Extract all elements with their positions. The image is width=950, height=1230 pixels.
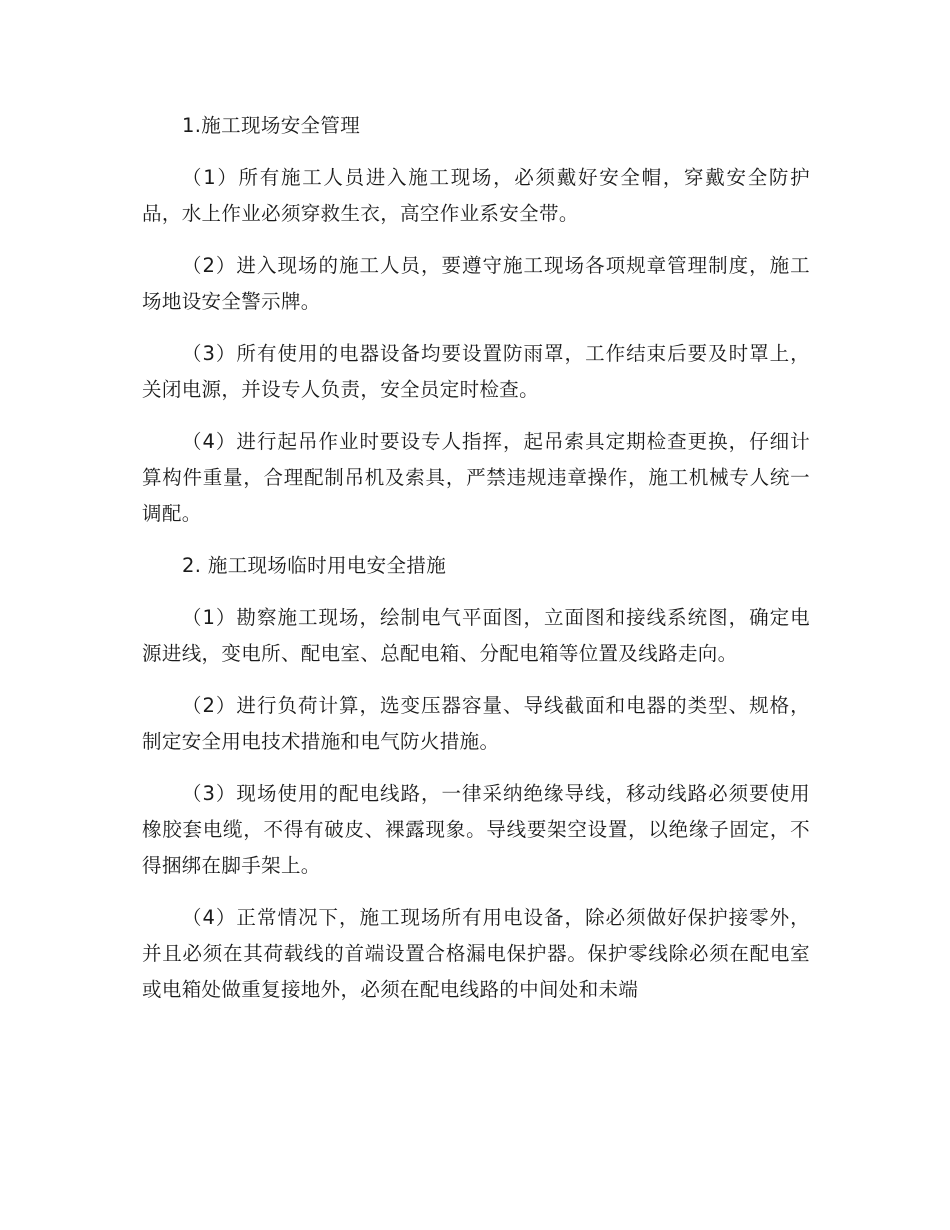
paragraph-1-2: （2）进入现场的施工人员，要遵守施工现场各项规章管理制度，施工场地设安全警示牌。: [142, 254, 810, 313]
paragraph-1-3: （3）所有使用的电器设备均要设置防雨罩，工作结束后要及时罩上，关闭电源，并设专人负责，安全员定时检查。: [142, 342, 810, 401]
section-heading-1: 1.施工现场安全管理: [182, 114, 361, 137]
paragraph-1-4: （4）进行起吊作业时要设专人指挥，起吊索具定期检查更换，仔细计算构件重量，合理配制吊机及索具，严禁违规违章操作，施工机械专人统一调配。: [142, 430, 810, 525]
paragraph-1-1: （1）所有施工人员进入施工现场，必须戴好安全帽，穿戴安全防护品，水上作业必须穿救生衣，高空作业系安全带。: [142, 166, 810, 225]
paragraph-2-3: （3）现场使用的配电线路，一律采纳绝缘导线，移动线路必须要使用橡胶套电缆，不得有破皮、裸露现象。导线要架空设置，以绝缘子固定，不得捆绑在脚手架上。: [142, 782, 810, 877]
section-heading-2: 2. 施工现场临时用电安全措施: [182, 554, 447, 577]
document-body: [142, 108, 810, 1024]
paragraph-2-1: （1）勘察施工现场，绘制电气平面图，立面图和接线系统图，确定电源进线，变电所、配电室、总配电箱、分配电箱等位置及线路走向。: [142, 606, 810, 665]
paragraph-2-2: （2）进行负荷计算，选变压器容量、导线截面和电器的类型、规格，制定安全用电技术措施和电气防火措施。: [142, 694, 810, 753]
paragraph-2-4: （4）正常情况下，施工现场所有用电设备，除必须做好保护接零外，并且必须在其荷载线的首端设置合格漏电保护器。保护零线除必须在配电室或电箱处做重复接地外，必须在配电线路的中间处和未端: [142, 906, 810, 1001]
